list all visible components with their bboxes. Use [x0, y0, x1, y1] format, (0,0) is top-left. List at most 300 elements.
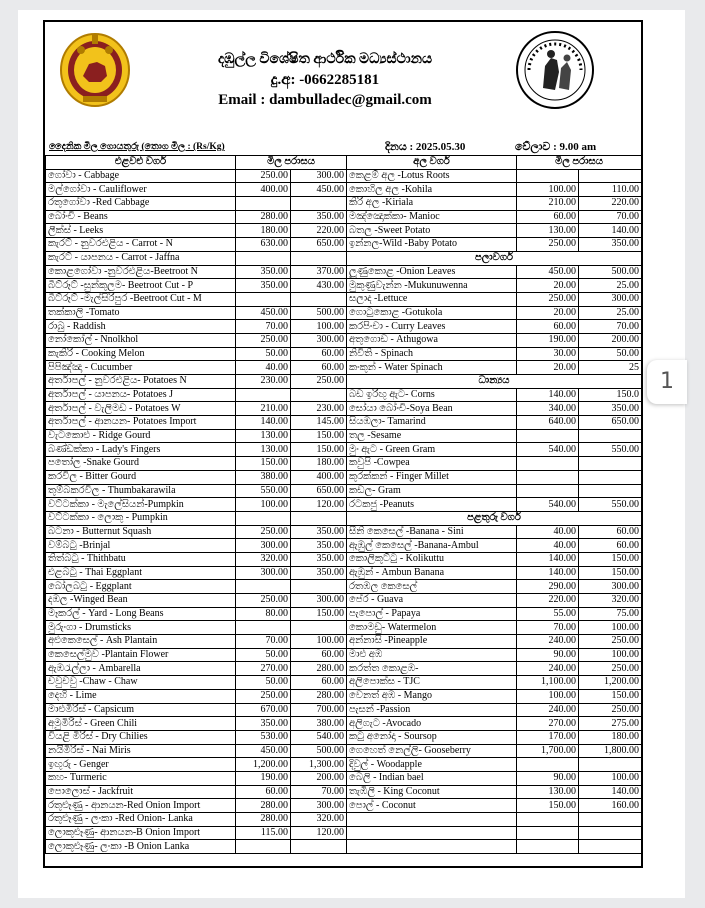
left-max-price: 120.00 — [291, 826, 347, 840]
left-item-name: බෝංචි - Beans — [46, 210, 236, 224]
left-item-name: නෝකෝල් - Nnolkhol — [46, 333, 236, 347]
table-row — [46, 594, 642, 608]
table-row — [46, 375, 642, 389]
right-max-price — [579, 429, 642, 443]
right-min-price: 450.00 — [517, 265, 579, 279]
left-min-price: 300.00 — [236, 539, 291, 553]
right-min-price: 220.00 — [517, 594, 579, 608]
left-min-price: 250.00 — [236, 594, 291, 608]
right-max-price: 25.00 — [579, 279, 642, 293]
sri-lanka-emblem-icon — [59, 30, 131, 108]
left-min-price: 250.00 — [236, 333, 291, 347]
table-row — [46, 265, 642, 279]
right-item-name: ගෙහෙත් නෙල්ලි- Gooseberry — [347, 744, 517, 758]
right-item-name: මුකුණුවැන්න -Mukunuwenna — [347, 279, 517, 293]
left-max-price: 70.00 — [291, 785, 347, 799]
sheet-meta — [45, 141, 641, 155]
right-item-name: කරපිංචා - Curry Leaves — [347, 320, 517, 334]
table-row — [46, 306, 642, 320]
left-max-price: 540.00 — [291, 730, 347, 744]
left-item-name: වට්ටක්කා - ලොකු - Pumpkin — [46, 511, 236, 525]
right-item-name: බඩ ඉරිඟු ඇට- Corns — [347, 388, 517, 402]
page-indicator[interactable]: 1 — [647, 360, 687, 404]
left-max-price: 350.00 — [291, 525, 347, 539]
right-min-price — [517, 826, 579, 840]
left-max-price: 150.00 — [291, 443, 347, 457]
right-item-name: කඩල- Gram — [347, 484, 517, 498]
left-min-price: 70.00 — [236, 320, 291, 334]
left-max-price — [291, 251, 347, 265]
left-max-price: 280.00 — [291, 662, 347, 676]
right-min-price: 100.00 — [517, 689, 579, 703]
left-min-price: 550.00 — [236, 484, 291, 498]
right-max-price: 140.00 — [579, 785, 642, 799]
right-max-price — [579, 826, 642, 840]
right-max-price: 350.00 — [579, 402, 642, 416]
left-min-price: 130.00 — [236, 443, 291, 457]
table-row — [46, 799, 642, 813]
table-row — [46, 347, 642, 361]
right-min-price — [517, 457, 579, 471]
left-min-price: 350.00 — [236, 279, 291, 293]
right-min-price: 290.00 — [517, 580, 579, 594]
right-min-price: 540.00 — [517, 443, 579, 457]
left-min-price: 130.00 — [236, 429, 291, 443]
right-item-name: කුරක්කන් - Finger Millet — [347, 470, 517, 484]
left-min-price — [236, 580, 291, 594]
right-item-name: මඤ්ඤොක්කා- Manioc — [347, 210, 517, 224]
left-min-price — [236, 621, 291, 635]
right-max-price: 70.00 — [579, 320, 642, 334]
left-max-price — [291, 292, 347, 306]
right-max-price: 320.00 — [579, 594, 642, 608]
right-min-price — [517, 169, 579, 183]
right-max-price — [579, 457, 642, 471]
right-min-price: 20.00 — [517, 279, 579, 293]
left-min-price: 40.00 — [236, 361, 291, 375]
right-item-name: සීනි කෙසෙල් -Banana - Sini — [347, 525, 517, 539]
right-min-price: 60.00 — [517, 320, 579, 334]
left-item-name: චවුචවු -Chaw - Chaw — [46, 676, 236, 690]
table-row — [46, 443, 642, 457]
right-item-name: තැඹිලි - King Coconut — [347, 785, 517, 799]
table-row — [46, 662, 642, 676]
table-row — [46, 717, 642, 731]
table-header-row — [46, 156, 642, 170]
right-min-price: 130.00 — [517, 785, 579, 799]
left-item-name: අර්තාපල් - යාපනය- Potatoes J — [46, 388, 236, 402]
right-max-price: 25.00 — [579, 306, 642, 320]
left-item-name: ලොකුළූණු- ලංකා -B Onion Lanka — [46, 840, 236, 854]
left-item-name: රතුගෝවා -Red Cabbage — [46, 197, 236, 211]
right-max-price — [579, 484, 642, 498]
left-max-price: 60.00 — [291, 361, 347, 375]
right-max-price: 275.00 — [579, 717, 642, 731]
left-max-price: 700.00 — [291, 703, 347, 717]
right-item-name: සලාද -Lettuce — [347, 292, 517, 306]
left-min-price: 630.00 — [236, 238, 291, 252]
left-min-price — [236, 511, 291, 525]
left-item-name: ලොකුළූණු- ආනයන-B Onion Import — [46, 826, 236, 840]
left-max-price: 60.00 — [291, 676, 347, 690]
left-item-name: වැටකොළු - Ridge Gourd — [46, 429, 236, 443]
table-row — [46, 552, 642, 566]
left-item-name: කැරට් - නුවරඑළිය - Carrot - N — [46, 238, 236, 252]
table-row — [46, 498, 642, 512]
table-row — [46, 607, 642, 621]
left-item-name: දඹල -Winged Bean — [46, 594, 236, 608]
right-min-price: 140.00 — [517, 388, 579, 402]
table-row — [46, 361, 642, 375]
table-row — [46, 758, 642, 772]
table-row — [46, 785, 642, 799]
right-min-price: 20.00 — [517, 361, 579, 375]
right-max-price: 150.0 — [579, 388, 642, 402]
right-max-price: 110.00 — [579, 183, 642, 197]
left-max-price — [291, 621, 347, 635]
left-item-name: කරවිල - Bitter Gourd — [46, 470, 236, 484]
right-min-price: 70.00 — [517, 621, 579, 635]
left-max-price: 280.00 — [291, 689, 347, 703]
phone-number: දු.අ: -0662285181 — [270, 72, 380, 88]
table-row — [46, 169, 642, 183]
right-item-name: වෙනත් අඹ - Mango — [347, 689, 517, 703]
right-max-price: 100.00 — [579, 621, 642, 635]
right-item-name: ඇඹුන් - Ambun Banana — [347, 566, 517, 580]
right-max-price: 300.00 — [579, 292, 642, 306]
price-unit-label: දෛනික මිල ගොයතුරු (තොග මිල : (Rs/Kg) — [49, 142, 225, 152]
right-min-price — [517, 758, 579, 772]
left-min-price: 670.00 — [236, 703, 291, 717]
right-min-price: 240.00 — [517, 635, 579, 649]
right-max-price: 550.00 — [579, 498, 642, 512]
left-item-name: මාළුමිරිස් - Capsicum — [46, 703, 236, 717]
right-item-name: කොමඩු- Watermelon — [347, 621, 517, 635]
right-max-price: 200.00 — [579, 333, 642, 347]
table-row — [46, 730, 642, 744]
left-item-name: රාබු - Raddish — [46, 320, 236, 334]
right-min-price: 20.00 — [517, 306, 579, 320]
left-min-price: 450.00 — [236, 306, 291, 320]
right-max-price: 250.00 — [579, 703, 642, 717]
report-time: වේලාව : 9.00 am — [515, 141, 597, 153]
left-max-price — [291, 840, 347, 854]
right-item-name: අලිපොක්ස - TJC — [347, 676, 517, 690]
left-max-price: 350.00 — [291, 210, 347, 224]
right-max-price: 60.00 — [579, 525, 642, 539]
table-row — [46, 402, 642, 416]
left-item-name: වියළි මිරිස් - Dry Chilies — [46, 730, 236, 744]
left-min-price: 320.00 — [236, 552, 291, 566]
right-max-price: 250.00 — [579, 662, 642, 676]
left-max-price: 230.00 — [291, 402, 347, 416]
left-max-price: 450.00 — [291, 183, 347, 197]
table-row — [46, 635, 642, 649]
right-min-price: 40.00 — [517, 525, 579, 539]
right-max-price: 100.00 — [579, 771, 642, 785]
left-min-price: 100.00 — [236, 498, 291, 512]
right-max-price: 160.00 — [579, 799, 642, 813]
left-min-price: 350.00 — [236, 717, 291, 731]
left-min-price: 230.00 — [236, 375, 291, 389]
right-max-price: 70.00 — [579, 210, 642, 224]
left-max-price — [291, 197, 347, 211]
table-row — [46, 703, 642, 717]
table-row — [46, 525, 642, 539]
left-min-price: 530.00 — [236, 730, 291, 744]
right-max-price — [579, 470, 642, 484]
left-min-price: 1,200.00 — [236, 758, 291, 772]
table-row — [46, 511, 642, 525]
right-max-price: 150.00 — [579, 566, 642, 580]
table-row — [46, 470, 642, 484]
left-min-price: 280.00 — [236, 210, 291, 224]
right-item-name: සියඹලා- Tamarind — [347, 416, 517, 430]
left-price-header: මිල පරාසය — [236, 156, 347, 170]
right-price-header: මිල පරාසය — [517, 156, 642, 170]
right-max-price: 1,200.00 — [579, 676, 642, 690]
right-item-name: කිරි අල -Kiriala — [347, 197, 517, 211]
right-item-name: කරත්ත කොළඹ- — [347, 662, 517, 676]
left-item-name: තක්කාලි -Tomato — [46, 306, 236, 320]
left-max-price: 300.00 — [291, 594, 347, 608]
left-min-price — [236, 840, 291, 854]
left-min-price: 400.00 — [236, 183, 291, 197]
left-item-name: වම්බටු -Brinjal — [46, 539, 236, 553]
left-max-price: 400.00 — [291, 470, 347, 484]
table-row — [46, 580, 642, 594]
left-min-price: 270.00 — [236, 662, 291, 676]
right-min-price: 55.00 — [517, 607, 579, 621]
left-max-price: 100.00 — [291, 635, 347, 649]
left-min-price: 50.00 — [236, 347, 291, 361]
left-min-price: 380.00 — [236, 470, 291, 484]
left-item-name: මල්ගෝවා - Cauliflower — [46, 183, 236, 197]
email-address: Email : dambulladec@gmail.com — [218, 92, 432, 108]
right-max-price: 500.00 — [579, 265, 642, 279]
left-min-price — [236, 388, 291, 402]
left-max-price: 180.00 — [291, 457, 347, 471]
left-item-name: ඇඹරැල්ලා - Ambarella — [46, 662, 236, 676]
right-max-price: 1,800.00 — [579, 744, 642, 758]
left-item-name: මෑකරල් - Yard - Long Beans — [46, 607, 236, 621]
table-row — [46, 416, 642, 430]
left-min-price: 115.00 — [236, 826, 291, 840]
left-item-name: බණ්ඩක්කා - Lady's Fingers — [46, 443, 236, 457]
right-min-price: 1,700.00 — [517, 744, 579, 758]
right-min-price: 190.00 — [517, 333, 579, 347]
right-min-price: 240.00 — [517, 662, 579, 676]
left-max-price: 350.00 — [291, 552, 347, 566]
price-sheet — [43, 20, 643, 868]
left-category-header: එළවළු වර්ග — [46, 156, 236, 170]
right-min-price: 150.00 — [517, 799, 579, 813]
right-min-price: 140.00 — [517, 566, 579, 580]
left-item-name: බටනා - Butternut Squash — [46, 525, 236, 539]
right-category-header: අල වර්ග — [347, 156, 517, 170]
right-item-name: කොලිකුට්ටු - Kolikuttu — [347, 552, 517, 566]
right-min-price: 270.00 — [517, 717, 579, 731]
left-min-price: 250.00 — [236, 689, 291, 703]
table-row — [46, 224, 642, 238]
left-max-price: 150.00 — [291, 607, 347, 621]
table-row — [46, 210, 642, 224]
table-row — [46, 813, 642, 827]
right-item-name: නිවිති - Spinach — [347, 347, 517, 361]
left-item-name: බීට්රූට් -සුන්කුලම- Beetroot Cut - P — [46, 279, 236, 293]
right-item-name: රතඹල කෙසෙල් — [347, 580, 517, 594]
left-max-price: 250.00 — [291, 375, 347, 389]
left-item-name: කෙසෙල්මුව -Plantain Flower — [46, 648, 236, 662]
right-min-price — [517, 470, 579, 484]
right-max-price: 100.00 — [579, 648, 642, 662]
left-min-price: 300.00 — [236, 566, 291, 580]
left-min-price — [236, 292, 291, 306]
left-max-price: 1,300.00 — [291, 758, 347, 772]
left-item-name: එළබටු - Thai Eggplant — [46, 566, 236, 580]
table-row — [46, 388, 642, 402]
right-item-name: දිවුල් - Woodapple — [347, 758, 517, 772]
right-max-price — [579, 758, 642, 772]
table-row — [46, 539, 642, 553]
left-max-price: 350.00 — [291, 539, 347, 553]
left-item-name: නයිමිරිස් - Nai Miris — [46, 744, 236, 758]
right-max-price — [579, 840, 642, 854]
right-max-price: 150.00 — [579, 552, 642, 566]
left-min-price: 70.00 — [236, 635, 291, 649]
right-item-name: අලිගැට -Avocado — [347, 717, 517, 731]
left-max-price: 300.00 — [291, 333, 347, 347]
right-max-price — [579, 813, 642, 827]
left-item-name: අර්තාපල් - නුවරඑළිය- Potatoes N — [46, 375, 236, 389]
right-min-price: 100.00 — [517, 183, 579, 197]
left-min-price: 150.00 — [236, 457, 291, 471]
table-row — [46, 333, 642, 347]
left-max-price — [291, 580, 347, 594]
right-min-price: 250.00 — [517, 292, 579, 306]
table-row — [46, 826, 642, 840]
right-max-price: 220.00 — [579, 197, 642, 211]
right-item-name: බෙලි - Indian bael — [347, 771, 517, 785]
left-min-price — [236, 197, 291, 211]
left-item-name: දෙහි - Lime — [46, 689, 236, 703]
right-max-price: 250.00 — [579, 635, 642, 649]
left-max-price: 60.00 — [291, 347, 347, 361]
right-section-heading: පලාවර්ග — [347, 251, 642, 265]
left-max-price: 300.00 — [291, 799, 347, 813]
right-min-price: 250.00 — [517, 238, 579, 252]
right-item-name: පැසන් -Passion — [347, 703, 517, 717]
right-max-price: 140.00 — [579, 224, 642, 238]
right-min-price: 640.00 — [517, 416, 579, 430]
left-max-price: 100.00 — [291, 320, 347, 334]
sheet-header — [45, 22, 641, 136]
right-min-price: 1,100.00 — [517, 676, 579, 690]
left-max-price — [291, 388, 347, 402]
right-item-name — [347, 826, 517, 840]
right-item-name: කංකුන් - Water Spinach — [347, 361, 517, 375]
table-row — [46, 648, 642, 662]
report-date: දිනය : 2025.05.30 — [385, 141, 466, 153]
left-item-name: බෝලබටු - Eggplant — [46, 580, 236, 594]
left-item-name: රතුළූණු - ලංකා -Red Onion- Lanka — [46, 813, 236, 827]
left-max-price — [291, 511, 347, 525]
right-item-name: ලූණුකොළ -Onion Leaves — [347, 265, 517, 279]
right-min-price — [517, 429, 579, 443]
left-min-price: 280.00 — [236, 799, 291, 813]
left-item-name: කොළගෝවා -නුවරඑළිය-Beetroot N — [46, 265, 236, 279]
left-max-price: 120.00 — [291, 498, 347, 512]
left-item-name: පිපිඤ්ඤා - Cucumber — [46, 361, 236, 375]
left-min-price: 140.00 — [236, 416, 291, 430]
left-max-price: 300.00 — [291, 169, 347, 183]
left-max-price: 350.00 — [291, 566, 347, 580]
price-table — [45, 155, 642, 854]
right-item-name: කවුපි -Cowpea — [347, 457, 517, 471]
table-row — [46, 238, 642, 252]
right-item-name: ඉන්නල-Wild -Baby Potato — [347, 238, 517, 252]
right-item-name: පේර - Guava — [347, 594, 517, 608]
right-item-name — [347, 813, 517, 827]
left-item-name: අර්තාපල් - වැලිමඩ - Potatoes W — [46, 402, 236, 416]
right-item-name: මුං ඇට - Green Gram — [347, 443, 517, 457]
table-row — [46, 429, 642, 443]
right-min-price: 340.00 — [517, 402, 579, 416]
right-min-price: 540.00 — [517, 498, 579, 512]
right-item-name: බතල -Sweet Potato — [347, 224, 517, 238]
right-max-price: 350.00 — [579, 238, 642, 252]
left-item-name: වට්ටක්කා - මැලේසියන්-Pumpkin — [46, 498, 236, 512]
left-max-price: 650.00 — [291, 484, 347, 498]
left-item-name: පතෝල -Snake Gourd — [46, 457, 236, 471]
table-row — [46, 566, 642, 580]
table-row — [46, 197, 642, 211]
left-min-price — [236, 251, 291, 265]
left-max-price: 430.00 — [291, 279, 347, 293]
left-max-price: 370.00 — [291, 265, 347, 279]
right-item-name: කෙළම් අල -Lotus Roots — [347, 169, 517, 183]
right-min-price: 30.00 — [517, 347, 579, 361]
right-min-price: 170.00 — [517, 730, 579, 744]
left-item-name: ලීක්ස් - Leeks — [46, 224, 236, 238]
right-section-heading: ධාන්‍යය — [347, 375, 642, 389]
table-row — [46, 744, 642, 758]
right-max-price: 300.00 — [579, 580, 642, 594]
left-item-name: අර්තාපල් - ආනයන- Potatoes Import — [46, 416, 236, 430]
left-max-price: 60.00 — [291, 648, 347, 662]
right-item-name: මාළු අඹ — [347, 648, 517, 662]
right-min-price — [517, 813, 579, 827]
left-min-price: 60.00 — [236, 785, 291, 799]
table-row — [46, 484, 642, 498]
table-row — [46, 183, 642, 197]
left-max-price: 650.00 — [291, 238, 347, 252]
right-item-name: රටකජු -Peanuts — [347, 498, 517, 512]
right-max-price: 650.00 — [579, 416, 642, 430]
left-item-name: රතුළූණු - ආනයන-Red Onion Import — [46, 799, 236, 813]
right-min-price: 140.00 — [517, 552, 579, 566]
left-item-name: බීට්රූට් -මැල්සිරිපුර -Beetroot Cut - M — [46, 292, 236, 306]
left-max-price: 220.00 — [291, 224, 347, 238]
table-row — [46, 320, 642, 334]
left-min-price: 250.00 — [236, 525, 291, 539]
left-max-price: 145.00 — [291, 416, 347, 430]
left-min-price: 350.00 — [236, 265, 291, 279]
right-max-price: 75.00 — [579, 607, 642, 621]
right-max-price: 25 — [579, 361, 642, 375]
right-min-price — [517, 484, 579, 498]
right-item-name — [347, 840, 517, 854]
